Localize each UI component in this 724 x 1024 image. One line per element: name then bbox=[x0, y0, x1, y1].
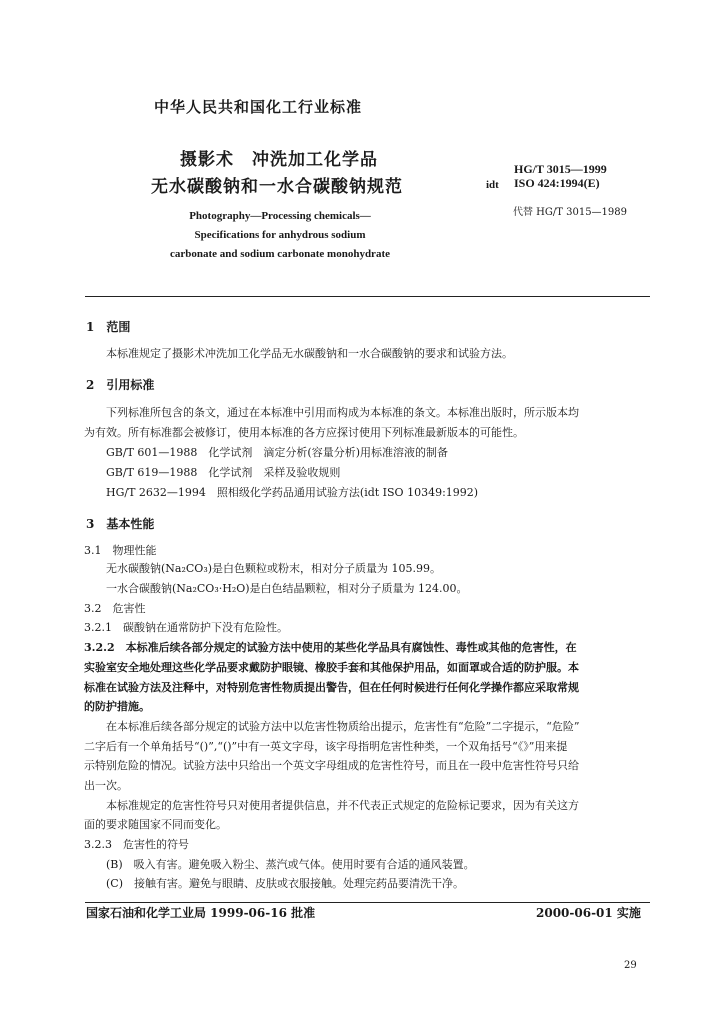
header-divider bbox=[85, 296, 650, 297]
hazard-info-line1: 本标准规定的危害性符号只对使用者提供信息，并不代表正式规定的危险标记要求，因为有关这方 bbox=[106, 799, 579, 812]
section-2-text-line1: 下列标准所包含的条文，通过在本标准中引用而构成为本标准的条文。本标准出版时，所示版本均 bbox=[106, 406, 579, 419]
page-number: 29 bbox=[624, 960, 637, 971]
section-1-heading: 1 范围 bbox=[86, 320, 131, 334]
standard-code: HG/T 3015—1999 bbox=[514, 162, 607, 176]
section-3-2-1: 3.2.1 碳酸钠在通常防护下没有危险性。 bbox=[84, 621, 288, 634]
section-3-2-2-line4: 的防护措施。 bbox=[84, 700, 150, 713]
section-2-text-line2: 为有效。所有标准都会被修订，使用本标准的各方应探讨使用下列标准最新版本的可能性。 bbox=[84, 426, 524, 439]
section-3-2-3-heading: 3.2.3 危害性的符号 bbox=[84, 838, 189, 851]
section-3-1-line2: 一水合碳酸钠(Na₂CO₃·H₂O)是白色结晶颗粒，相对分子质量为 124.00。 bbox=[106, 582, 468, 595]
hazard-note-line4: 出一次。 bbox=[84, 779, 128, 792]
document-title-line2: 无水碳酸钠和一水合碳酸钠规范 bbox=[151, 177, 403, 197]
section-3-2-2-line1: 3.2.2 本标准后续各部分规定的试验方法中使用的某些化学品具有腐蚀性、毒性或其他的危害性，在 bbox=[84, 641, 577, 654]
hazard-symbol-b: (B) 吸入有害。避免吸入粉尘、蒸汽或气体。使用时要有合适的通风装置。 bbox=[106, 858, 475, 871]
document-title-line1: 摄影术 冲洗加工化学品 bbox=[180, 150, 378, 170]
hazard-symbol-c: (C) 接触有害。避免与眼睛、皮肤或衣服接触。处理完药品要清洗干净。 bbox=[106, 877, 464, 890]
reference-item: GB/T 619—1988 化学试剂 采样及验收规则 bbox=[106, 466, 341, 479]
section-1-text: 本标准规定了摄影术冲洗加工化学品无水碳酸钠和一水合碳酸钠的要求和试验方法。 bbox=[106, 347, 513, 360]
hazard-note-line1: 在本标准后续各部分规定的试验方法中以危害性物质给出提示，危害性有“危险”二字提示，“危险” bbox=[106, 720, 580, 733]
section-3-heading: 3 基本性能 bbox=[86, 517, 155, 531]
iso-code: ISO 424:1994(E) bbox=[514, 176, 600, 190]
section-3-2-heading: 3.2 危害性 bbox=[84, 602, 146, 615]
approval-date: 国家石油和化学工业局 1999-06-16 批准 bbox=[86, 906, 316, 920]
industry-standard-heading: 中华人民共和国化工行业标准 bbox=[154, 98, 363, 116]
hazard-note-line2: 二字后有一个单角括号“()”,“()”中有一英文字母，该字母指明危害性种类，一个双角括号“《》”用来提 bbox=[84, 740, 568, 753]
hazard-info-line2: 面的要求随国家不同而变化。 bbox=[84, 818, 227, 831]
section-3-1-line1: 无水碳酸钠(Na₂CO₃)是白色颗粒或粉末，相对分子质量为 105.99。 bbox=[106, 562, 442, 575]
reference-item: GB/T 601—1988 化学试剂 滴定分析(容量分析)用标准溶液的制备 bbox=[106, 446, 448, 459]
section-3-2-2-line3: 标准在试验方法及注释中，对特别危害性物质提出警告，但在任何时候进行任何化学操作都应采取常规 bbox=[84, 681, 579, 694]
idt-label: idt bbox=[486, 179, 499, 191]
implementation-date: 2000-06-01 实施 bbox=[536, 906, 641, 920]
replaces-standard: 代替 HG/T 3015—1989 bbox=[513, 207, 628, 218]
english-title-line1: Photography—Processing chemicals— bbox=[189, 210, 371, 222]
reference-item: HG/T 2632—1994 照相级化学药品通用试验方法(idt ISO 10349:1992) bbox=[106, 486, 479, 499]
section-2-heading: 2 引用标准 bbox=[86, 378, 155, 392]
footer-divider bbox=[85, 902, 650, 903]
section-3-1-heading: 3.1 物理性能 bbox=[84, 544, 157, 557]
english-title-line3: carbonate and sodium carbonate monohydrate bbox=[169, 248, 390, 260]
section-3-2-2-line2: 实验室安全地处理这些化学品要求戴防护眼镜、橡胶手套和其他保护用品，如面罩或合适的防护服。本 bbox=[84, 661, 579, 674]
english-title-line2: Specifications for anhydrous sodium bbox=[194, 229, 366, 241]
hazard-note-line3: 示特别危险的情况。试验方法中只给出一个英文字母组成的危害性符号，而且在一段中危害性符号只给 bbox=[84, 759, 579, 772]
